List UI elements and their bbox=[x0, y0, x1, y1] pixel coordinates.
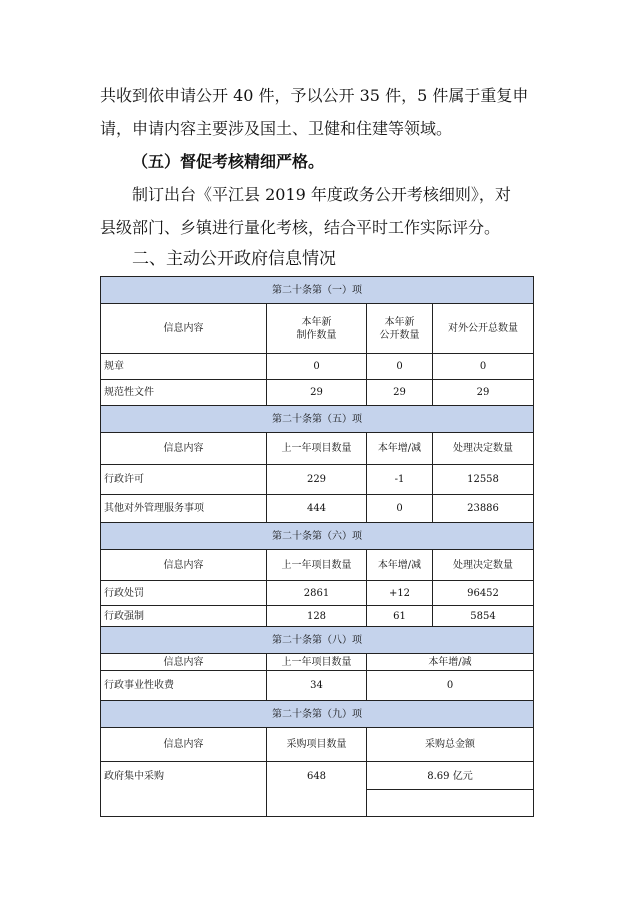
table-cell: 0 bbox=[367, 495, 433, 523]
header-cell: 本年增/减 bbox=[367, 433, 433, 465]
table-cell: 0 bbox=[267, 354, 367, 380]
section-title: 第二十条第（九）项 bbox=[101, 701, 534, 728]
table-cell: 政府集中采购 bbox=[101, 762, 267, 817]
header-cell: 信息内容 bbox=[101, 304, 267, 354]
table-cell: 96452 bbox=[433, 581, 534, 606]
header-cell: 本年增/减 bbox=[367, 654, 534, 671]
header-cell: 本年增/减 bbox=[367, 550, 433, 581]
table-cell: 8.69 亿元 bbox=[367, 762, 534, 790]
table-cell: 规范性文件 bbox=[101, 380, 267, 406]
section-heading: 二、主动公开政府信息情况 bbox=[132, 249, 336, 269]
table-header-row bbox=[101, 550, 534, 581]
header-cell: 本年新 制作数量 bbox=[267, 304, 367, 354]
table-row bbox=[101, 354, 534, 380]
subheading: （五）督促考核精细严格。 bbox=[132, 152, 325, 171]
table-cell: 128 bbox=[267, 606, 367, 627]
section-title: 第二十条第（五）项 bbox=[101, 406, 534, 433]
table-header-row bbox=[101, 304, 534, 354]
table-cell: 行政事业性收费 bbox=[101, 671, 267, 701]
table-cell: 0 bbox=[433, 354, 534, 380]
table-header-row bbox=[101, 654, 534, 671]
table-row bbox=[101, 606, 534, 627]
table-cell: 行政强制 bbox=[101, 606, 267, 627]
table-cell: -1 bbox=[367, 465, 433, 495]
table-cell: 5854 bbox=[433, 606, 534, 627]
paragraph-line: 共收到依申请公开 40 件，予以公开 35 件，5 件属于重复申 bbox=[100, 86, 529, 105]
paragraph-line: 制订出台《平江县 2019 年度政务公开考核细则》，对 bbox=[132, 185, 511, 204]
table-cell: 29 bbox=[367, 380, 433, 406]
header-cell: 信息内容 bbox=[101, 550, 267, 581]
table-cell: 34 bbox=[267, 671, 367, 701]
table-row bbox=[101, 581, 534, 606]
table-cell: 0 bbox=[367, 671, 534, 701]
table-row bbox=[101, 495, 534, 523]
header-cell: 信息内容 bbox=[101, 728, 267, 762]
info-table bbox=[100, 276, 534, 817]
table-cell: 2861 bbox=[267, 581, 367, 606]
paragraph-line: 县级部门、乡镇进行量化考核，结合平时工作实际评分。 bbox=[100, 218, 501, 237]
table-row bbox=[101, 465, 534, 495]
table-cell: 29 bbox=[433, 380, 534, 406]
header-cell: 上一年项目数量 bbox=[267, 550, 367, 581]
header-cell: 采购总金额 bbox=[367, 728, 534, 762]
table-cell: 其他对外管理服务事项 bbox=[101, 495, 267, 523]
table-cell: 12558 bbox=[433, 465, 534, 495]
table-cell: 行政许可 bbox=[101, 465, 267, 495]
table-cell: +12 bbox=[367, 581, 433, 606]
header-cell: 本年新 公开数量 bbox=[367, 304, 433, 354]
table-cell: 规章 bbox=[101, 354, 267, 380]
table-cell: 行政处罚 bbox=[101, 581, 267, 606]
section-header-row bbox=[101, 627, 534, 654]
table-cell: 229 bbox=[267, 465, 367, 495]
header-cell: 信息内容 bbox=[101, 654, 267, 671]
header-cell: 信息内容 bbox=[101, 433, 267, 465]
header-cell: 处理决定数量 bbox=[433, 550, 534, 581]
paragraph-line: 请，申请内容主要涉及国土、卫健和住建等领域。 bbox=[100, 119, 453, 138]
section-title: 第二十条第（六）项 bbox=[101, 523, 534, 550]
section-title: 第二十条第（八）项 bbox=[101, 627, 534, 654]
table-cell: 29 bbox=[267, 380, 367, 406]
table-cell: 444 bbox=[267, 495, 367, 523]
table-cell: 648 bbox=[267, 762, 367, 817]
header-cell: 对外公开总数量 bbox=[433, 304, 534, 354]
header-cell: 上一年项目数量 bbox=[267, 433, 367, 465]
section-header-row bbox=[101, 701, 534, 728]
table-cell: 0 bbox=[367, 354, 433, 380]
table-row bbox=[101, 762, 534, 790]
table-header-row bbox=[101, 728, 534, 762]
table-cell: 23886 bbox=[433, 495, 534, 523]
table-row bbox=[101, 380, 534, 406]
section-header-row bbox=[101, 277, 534, 304]
header-cell: 采购项目数量 bbox=[267, 728, 367, 762]
table-row bbox=[101, 671, 534, 701]
table-header-row bbox=[101, 433, 534, 465]
table-cell: 61 bbox=[367, 606, 433, 627]
header-cell: 上一年项目数量 bbox=[267, 654, 367, 671]
section-title: 第二十条第（一）项 bbox=[101, 277, 534, 304]
section-header-row bbox=[101, 406, 534, 433]
header-cell: 处理决定数量 bbox=[433, 433, 534, 465]
section-header-row bbox=[101, 523, 534, 550]
empty-cell bbox=[367, 790, 534, 817]
